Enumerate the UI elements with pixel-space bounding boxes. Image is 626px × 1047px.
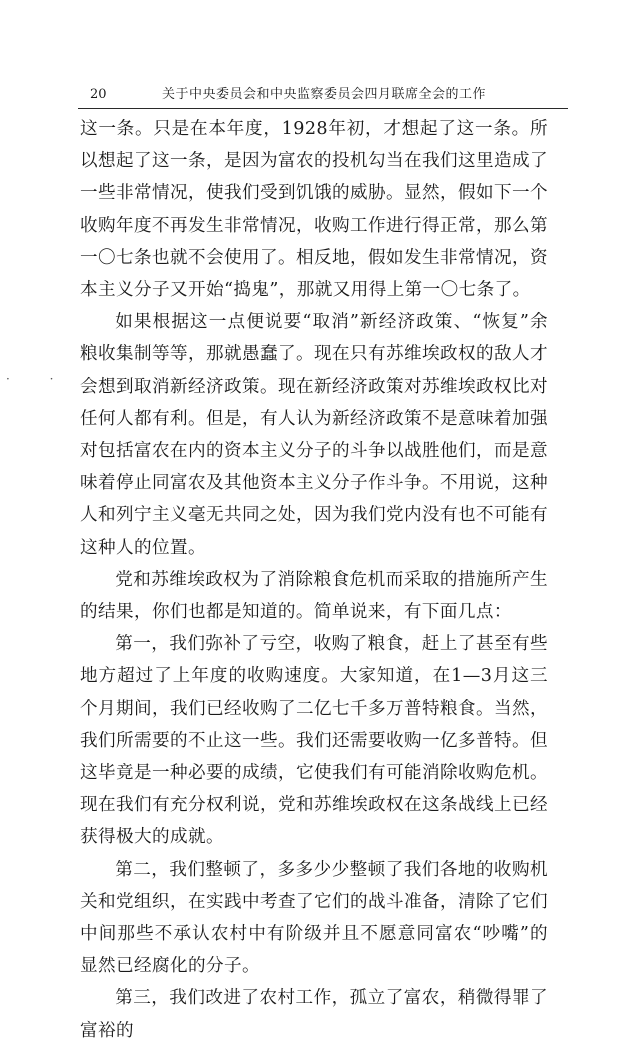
paragraph: 第二，我们整顿了，多多少少整顿了我们各地的收购机关和党组织，在实践中考查了它们的战斗准备，清除了它们中间那些不承认农村中有阶级并且不愿意同富农“吵嘴”的显然已经腐化的分子。 (80, 859, 548, 977)
paragraph: 如果根据这一点便说要“取消”新经济政策、“恢复”余粮收集制等等，那就愚蠢了。现在只有苏维埃政权的敌人才会想到取消新经济政策。现在新经济政策对苏维埃政权比对任何人都有利。但是，有人认为新经济政策不是意味着加强对包括富农在内的资本主义分子的斗争以战胜他们，而是意味着停止同富农及其他资本主义分子作斗争。不用说，这种人和列宁主义毫无共同之处，因为我们党内没有也不可能有这种人的位置。 (80, 312, 548, 558)
paragraph: 第一，我们弥补了亏空，收购了粮食，赶上了甚至有些地方超过了上年度的收购速度。大家知道，在1—3月这三个月期间，我们已经收购了二亿七千多万普特粮食。当然，我们所需要的不止这一些。我们还需要收购一亿多普特。但这毕竟是一种必要的成绩，它使我们有可能消除收购危机。现在我们有充分权利说，党和苏维埃政权在这条战线上已经获得极大的成就。 (80, 634, 548, 848)
paragraph: 党和苏维埃政权为了消除粮食危机而采取的措施所产生的结果，你们也都是知道的。简单说来，有下面几点： (80, 569, 548, 623)
paragraph: 第三，我们改进了农村工作，孤立了富农，稍微得罪了富裕的 (80, 988, 548, 1041)
running-title: 关于中央委员会和中央监察委员会四月联席全会的工作 (162, 87, 487, 102)
paragraph-continuation: 这一条。只是在本年度，1928年初，才想起了这一条。所以想起了这一条，是因为富农的投机勾当在我们这里造成了一些非常情况，使我们受到饥饿的威胁。显然，假如下一个收购年度不再发生非常情况，收购工作进行得正常，那么第一〇七条也就不会使用了。相反地，假如发生非常情况，资本主义分子又开始“捣鬼”，那就又用得上第一〇七条了。 (80, 119, 548, 301)
body-text (80, 113, 548, 1047)
header-rule (78, 108, 568, 109)
page-number: 20 (90, 87, 107, 102)
running-header (78, 84, 578, 106)
margin-marks: · · (6, 372, 72, 386)
